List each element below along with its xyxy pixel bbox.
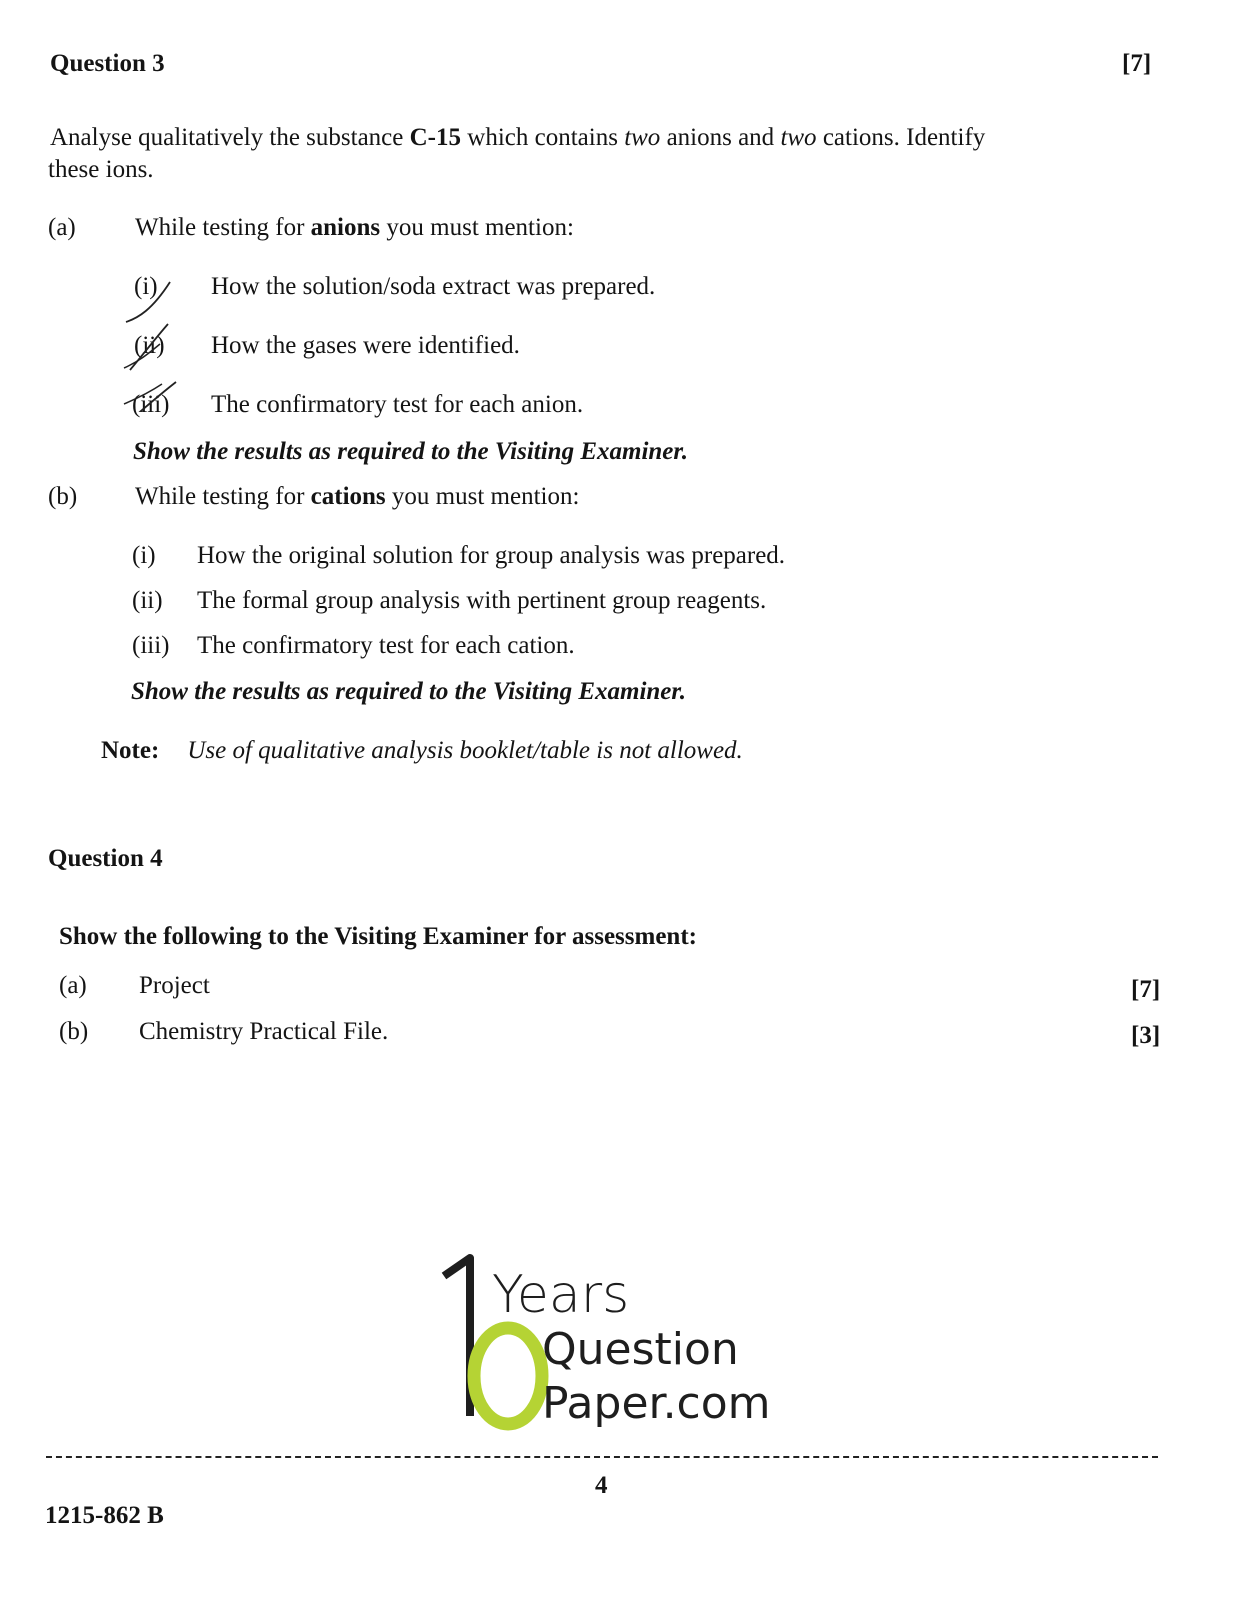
question-4-item-label: (b) [59,1018,89,1045]
lead-text: While testing for [135,214,311,241]
page-number: 4 [595,1472,608,1499]
handwritten-tick-marks [118,272,188,412]
part-b-label: (b) [48,483,78,510]
question-3-intro-line2: these ions. [48,156,154,183]
note-text: Use of qualitative analysis booklet/table is not allowed. [187,737,743,764]
part-a-item-num: (iii) [132,391,170,418]
logo-question-text: Question [542,1324,739,1375]
question-4-heading: Question 4 [48,845,163,872]
substance-code: C-15 [409,124,462,151]
question-4-item-text: Chemistry Practical File. [139,1018,389,1045]
intro-text: which contains [461,124,625,151]
part-b-show-results: Show the results as required to the Visiting Examiner. [131,678,687,705]
part-a-label: (a) [48,214,76,241]
question-4-instruction: Show the following to the Visiting Examiner for assessment: [59,923,697,950]
footer-divider [46,1456,1158,1458]
lead-text: you must mention: [385,483,580,510]
part-b-item-text: The confirmatory test for each cation. [197,632,575,659]
question-3-heading: Question 3 [50,50,165,77]
part-b-item-num: (iii) [132,632,170,659]
note-label: Note: [101,737,160,764]
part-a-item-text: How the gases were identified. [211,332,520,359]
part-b-item-num: (i) [132,542,156,569]
lead-keyword: cations [310,483,386,510]
question-4-item-text: Project [139,972,210,999]
part-a-item-num: (i) [134,273,158,300]
question-4-item-marks: [3] [1131,1022,1161,1049]
question-3-intro [50,124,985,152]
logo-years-text: Years [492,1265,630,1325]
question-4-item-marks: [7] [1131,976,1161,1003]
logo-one-glyph [444,1258,470,1416]
lead-text: you must mention: [380,214,574,241]
part-b-lead [135,483,579,511]
part-a-show-results: Show the results as required to the Visiting Examiner. [133,438,689,465]
logo-zero-glyph [474,1328,542,1424]
intro-emphasis: two [624,124,661,151]
intro-text: anions and [660,124,781,151]
intro-emphasis: two [780,124,817,151]
part-b-item-text: How the original solution for group analysis was prepared. [197,542,786,569]
part-a-item-num: (ii) [134,332,165,359]
part-b-item-num: (ii) [132,587,163,614]
part-a-item-text: How the solution/soda extract was prepared. [211,273,656,300]
question-4-item-label: (a) [59,972,87,999]
intro-text: Analyse qualitatively the substance [50,124,410,151]
note [101,737,743,765]
lead-text: While testing for [135,483,311,510]
watermark-logo [430,1248,790,1438]
part-a-lead [135,214,574,242]
question-3-marks: [7] [1122,50,1152,77]
paper-code: 1215-862 B [45,1502,164,1529]
lead-keyword: anions [310,214,381,241]
part-a-item-text: The confirmatory test for each anion. [211,391,584,418]
logo-paper-text: Paper.com [542,1378,771,1429]
part-b-item-text: The formal group analysis with pertinent group reagents. [197,587,767,614]
intro-text: cations. Identify [816,124,986,151]
